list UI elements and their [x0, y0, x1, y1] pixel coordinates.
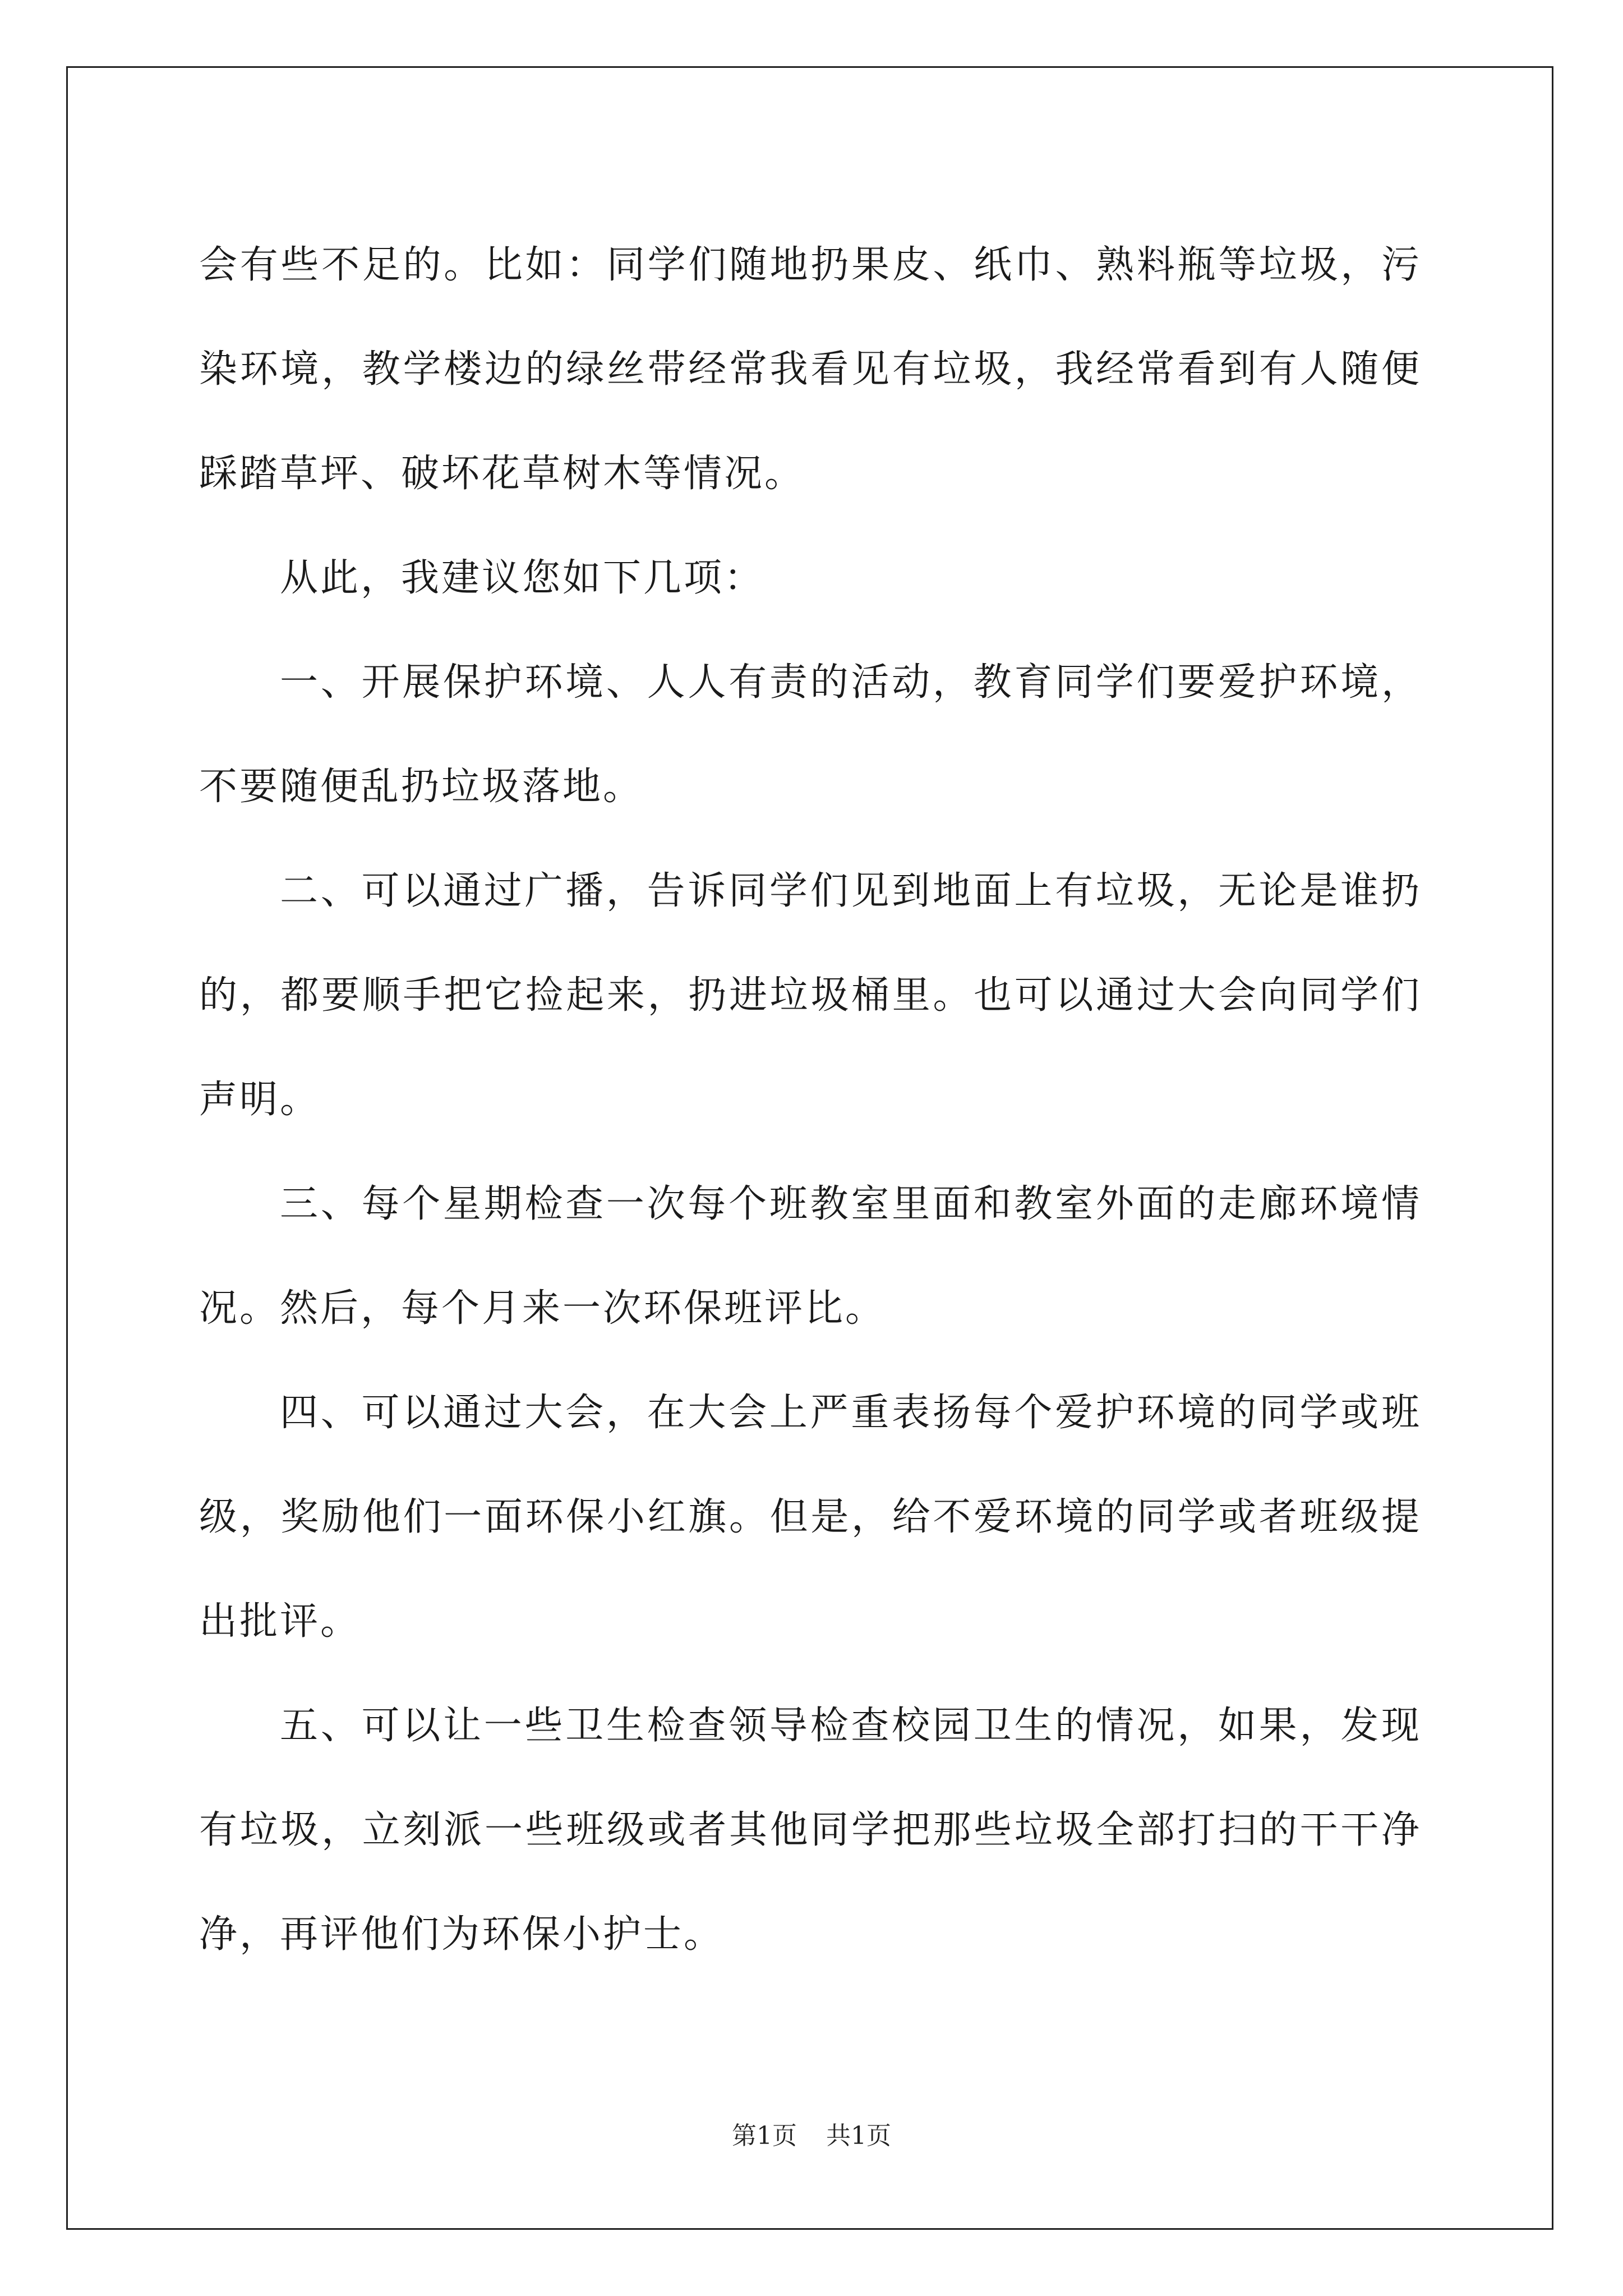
page-number: 第1页 [732, 2122, 797, 2150]
paragraph-1: 会有些不足的。比如：同学们随地扔果皮、纸巾、熟料瓶等垃圾，污染环境，教学楼边的绿丝带经常我看见有垃圾，我经常看到有人随便踩踏草坪、破坏花草树木等情况。 [199, 243, 1422, 496]
document-body [199, 213, 1422, 1987]
page-total: 共1页 [826, 2122, 891, 2150]
paragraph-3: 一、开展保护环境、人人有责的活动，教育同学们要爱护环境，不要随便乱扔垃圾落地。 [199, 660, 1422, 809]
paragraph-4: 二、可以通过广播，告诉同学们见到地面上有垃圾，无论是谁扔的，都要顺手把它捡起来，扔进垃圾桶里。也可以通过大会向同学们声明。 [199, 869, 1422, 1122]
paragraph-5: 三、每个星期检查一次每个班教室里面和教室外面的走廊环境情况。然后，每个月来一次环保班评比。 [199, 1182, 1422, 1331]
paragraph-2: 从此，我建议您如下几项： [280, 556, 765, 600]
page-footer [0, 2119, 1623, 2153]
paragraph-7: 五、可以让一些卫生检查领导检查校园卫生的情况，如果，发现有垃圾，立刻派一些班级或者其他同学把那些垃圾全部打扫的干干净净，再评他们为环保小护士。 [199, 1704, 1422, 1957]
paragraph-6: 四、可以通过大会，在大会上严重表扬每个爱护环境的同学或班级，奖励他们一面环保小红旗。但是，给不爱环境的同学或者班级提出批评。 [199, 1391, 1422, 1644]
